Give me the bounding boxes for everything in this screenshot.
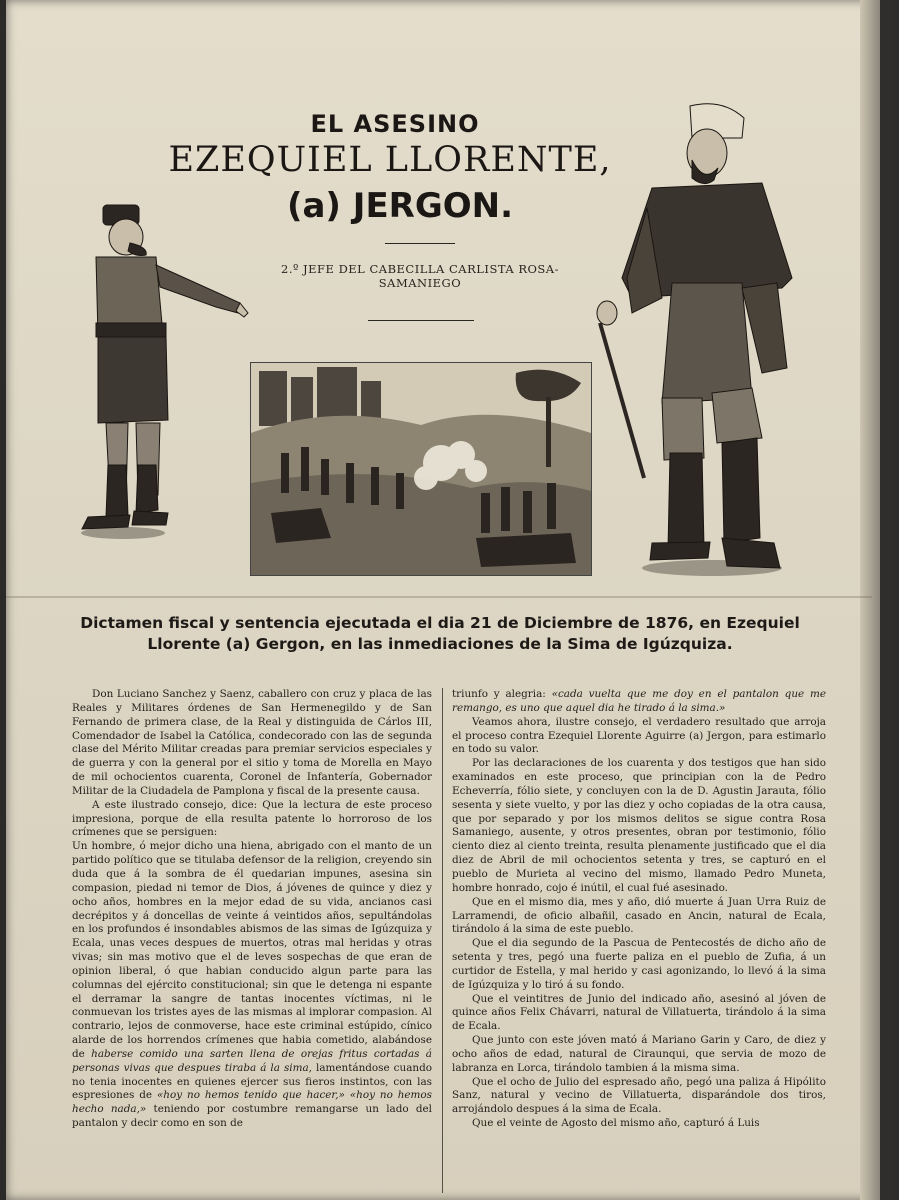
right-text-start: triunfo y alegria: — [452, 688, 552, 700]
page-fold — [6, 596, 872, 598]
right-paragraph-5: Que el veintitres de Junio del indicado año, asesinó al jóven de quince años Felix Chávarri, natural de Villatuerta, tirándolo á la sima de Ecala. — [452, 992, 826, 1033]
right-paragraph-4: Que el dia segundo de la Pascua de Pentecostés de dicho año de setenta y tres, pegó una fuerte paliza en el pueblo de Zufia, á un curtidor de Estella, y mal herido y casi agonizando, lo llevó á la sima de Igúzquiza y lo tiró á su fondo. — [452, 937, 826, 991]
heading-line-1: Dictamen fiscal y sentencia ejecutada el dia 21 de Diciembre de 1876, en Ezequiel — [80, 614, 800, 632]
ornament-rule-bottom — [368, 320, 474, 321]
soldier-pointing-figure — [68, 195, 253, 540]
man-with-cane-figure — [592, 98, 802, 578]
battle-scene-illustration — [250, 362, 592, 576]
left-paragraph-3: Un hombre, ó mejor dicho una hiena, abrigado con el manto de un partido político que se titulaba defensor de la religion, creyendo sin duda que á la sombra de él quedarian impunes, asesina sin compasion, piedad ni temor de Dios, á jóvenes de quince y diez y ocho años, hombres en la mejor edad de su vida, ancianos casi decrépitos y á doncellas de veinte á veintidos años, sepultándolas en los profundos é insondables abismos de las simas de Igúzquiza y Ecala, unas veces despues de muertos, otras mal heridas y otras vivas; sin mas motivo que el de leves sospechas de que eran de opinion liberal, ó que habian conducido algun parte para las columnas del ejército constitucional; sin que le detenga ni espante el derramar la sangre de tantas inocentes víctimas, ni le conmuevan los tristes ayes de las mismas al implorar compasion. Al contrario, lejos de conmoverse, hace este criminal estúpido, cínico alarde de los horrendos crímenes que habia cometido, alabándose de — [72, 840, 432, 1060]
right-paragraph-7: Que el ocho de Julio del espresado año, pegó una paliza á Hipólito Sanz, natural y vecino de Villatuerta, disparándole dos tiros, arrojándolo despues á la sima de Ecala. — [452, 1075, 826, 1116]
page-edge — [860, 0, 880, 1200]
ornament-rule-top — [385, 243, 455, 244]
left-column — [72, 688, 432, 1131]
left-paragraph-2: A este ilustrado consejo, dice: Que la lectura de este proceso impresiona, porque de ella resulta patente lo horroroso de los crímenes que se persiguen: — [72, 798, 432, 839]
left-text-2: teniendo por costumbre remangarse un lado del pantalon y decir como en son de — [72, 1103, 432, 1130]
article-heading — [30, 613, 850, 655]
right-paragraph-6: Que junto con este jóven mató á Mariano Garin y Caro, de diez y ocho años de edad, natural de Ciraunqui, que servia de mozo de labranza en Lorca, tirándolo tambien á la misma sima. — [452, 1034, 826, 1074]
italic-quote-1: haberse comido una sarten llena de orejas fritus cortadas á personas vivas que despues tiraba á la sima, — [72, 1047, 432, 1074]
heading-line-2: Llorente (a) Gergon, en las inmediaciones de la Sima de Igúzquiza. — [147, 635, 733, 653]
left-paragraph-1: Don Luciano Sanchez y Saenz, caballero con cruz y placa de las Reales y Militares órdenes de San Hermenegildo y de San Fernando de primera clase, de la Real y distinguida de Cárlos III, Comendador de Isabel la Católica, condecorado con las de segunda clase del Mérito Militar creadas para premiar servicios especiales y de guerra y con la general por el sitio y toma de Morella en Mayo de mil ochocientos cuarenta, Coronel de Infantería, Gobernador Militar de la Ciudadela de Pamplona y fiscal de la presente causa. — [72, 688, 432, 797]
column-divider — [442, 688, 443, 1193]
left-text-1: lamentándose cuando no tenia inocentes en quienes ejercer sus fieros instintos, con las espresiones de — [72, 1061, 432, 1102]
title-line-2: EZEQUIEL LLORENTE, — [168, 140, 612, 180]
right-paragraph-0 — [452, 688, 826, 716]
right-paragraph-2: Por las declaraciones de los cuarenta y dos testigos que han sido examinados en este proceso, que principian con la de Pedro Echeverría, fólio siete, y concluyen con la de D. Agustin Jarauta, fólio sesenta y siete vuelto, y por las diez y ocho copiadas de la otra causa, que por separado y por los mismos delitos se sigue contra Rosa Samaniego, ausente, y otros presentes, obran por testimonio, fólio ciento diez al ciento treinta, resulta plenamente justificado que el dia diez de Abril de mil ochocientos setenta y tres, se capturó en el pueblo de Murieta al vecino del mismo, llamado Pedro Muneta, hombre honrado, cojo é inútil, el cual fué asesinado. — [452, 757, 826, 894]
right-paragraph-1: Veamos ahora, ilustre consejo, el verdadero resultado que arroja el proceso contra Ezequiel Llorente Aguirre (a) Jergon, para estimarlo en todo su valor. — [452, 715, 826, 756]
left-paragraph-3-continued — [72, 1048, 432, 1129]
right-paragraph-3: Que en el mismo dia, mes y año, dió muerte á Juan Urra Ruiz de Larramendi, de oficio albañil, casado en Ancin, natural de Ecala, tirándolo á la sima de este pueblo. — [452, 895, 826, 936]
right-column — [452, 688, 826, 1131]
italic-quote-2: «hoy no hemos tenido que hacer,» «hoy no hemos hecho nada,» — [72, 1089, 432, 1116]
subtitle: 2.º JEFE DEL CABECILLA CARLISTA ROSA-SAMANIEGO — [281, 262, 559, 290]
title-line-3: (a) JERGON. — [286, 186, 514, 226]
title-line-1: EL ASESINO — [310, 110, 480, 138]
italic-quote-3: «cada vuelta que me doy en el pantalon que me remango, es uno que aquel dia he tirado á la sima.» — [452, 688, 826, 714]
right-paragraph-8: Que el veinte de Agosto del mismo año, capturó á Luis — [472, 1117, 760, 1130]
